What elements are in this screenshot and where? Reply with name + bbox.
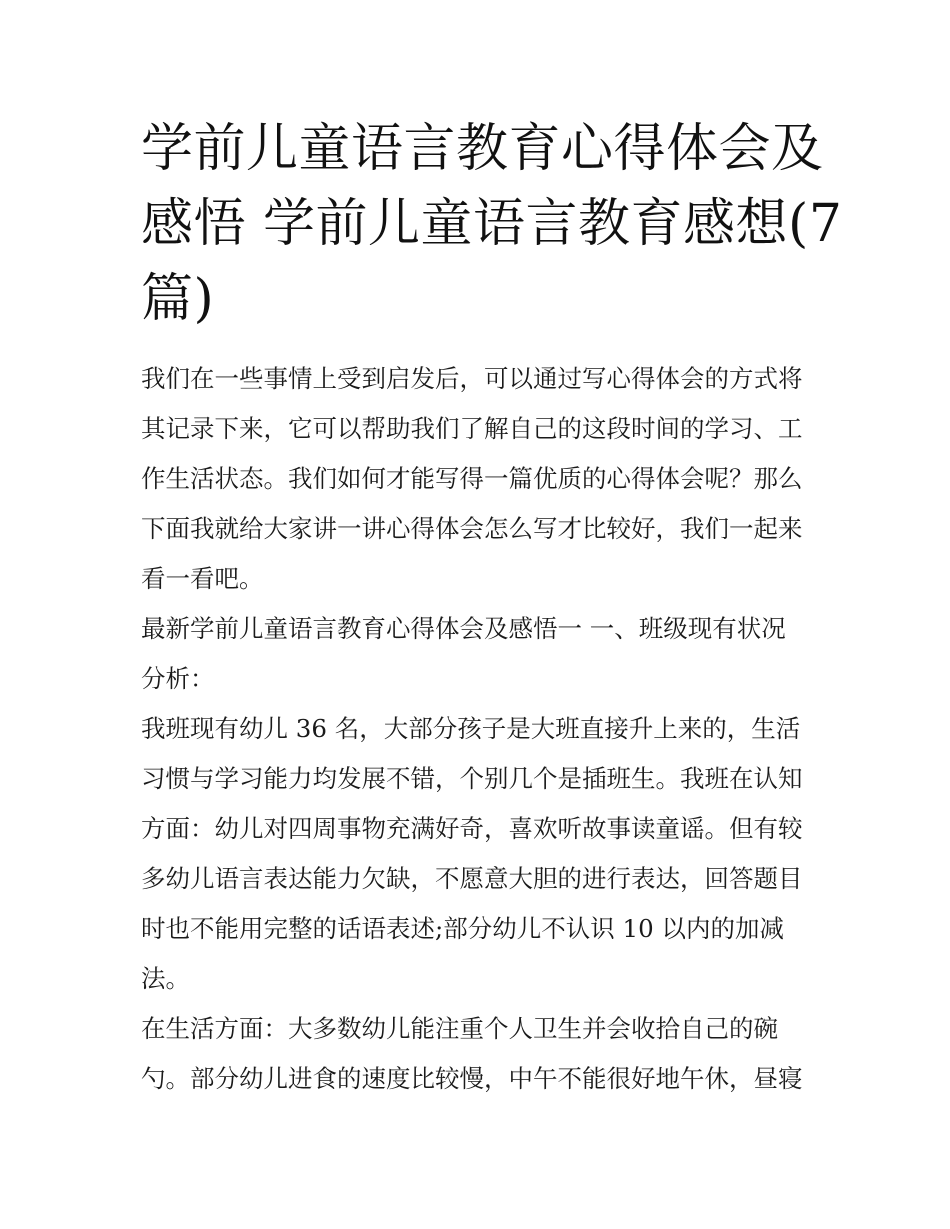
text-line: 法。 [141,964,190,993]
text-line: 最新学前儿童语言教育心得体会及感悟一 一、班级现有状况 [141,614,786,643]
life-aspect-paragraph [141,1004,816,1104]
text-line: 我班现有幼儿 36 名，大部分孩子是大班直接升上来的，生活 [141,714,801,743]
title-line: 学前儿童语言教育心得体会及 [141,119,824,179]
class-status-paragraph [141,704,816,1004]
section-heading-paragraph [141,604,816,704]
text-line: 多幼儿语言表达能力欠缺，不愿意大胆的进行表达，回答题目 [141,864,803,893]
title-line: 感悟 学前儿童语言教育感想(7 [141,194,843,254]
text-line: 方面：幼儿对四周事物充满好奇，喜欢听故事读童谣。但有较 [141,814,803,843]
text-line: 其记录下来，它可以帮助我们了解自己的这段时间的学习、工 [141,414,803,443]
text-line: 作生活状态。我们如何才能写得一篇优质的心得体会呢？那么 [141,464,803,493]
text-line: 习惯与学习能力均发展不错，个别几个是插班生。我班在认知 [141,764,803,793]
text-line: 我们在一些事情上受到启发后，可以通过写心得体会的方式将 [141,364,803,393]
title-line: 篇) [141,269,215,329]
text-line: 勺。部分幼儿进食的速度比较慢，中午不能很好地午休，昼寝 [141,1064,803,1093]
text-line: 时也不能用完整的话语表述;部分幼儿不认识 10 以内的加减 [141,914,785,943]
text-line: 在生活方面：大多数幼儿能注重个人卫生并会收拾自己的碗 [141,1014,778,1043]
document-body [141,354,816,1104]
document-content [141,112,843,1104]
text-line: 下面我就给大家讲一讲心得体会怎么写才比较好，我们一起来 [141,514,803,543]
document-title [141,112,843,337]
text-line: 看一看吧。 [141,564,264,593]
intro-paragraph [141,354,816,604]
text-line: 分析： [141,664,215,693]
